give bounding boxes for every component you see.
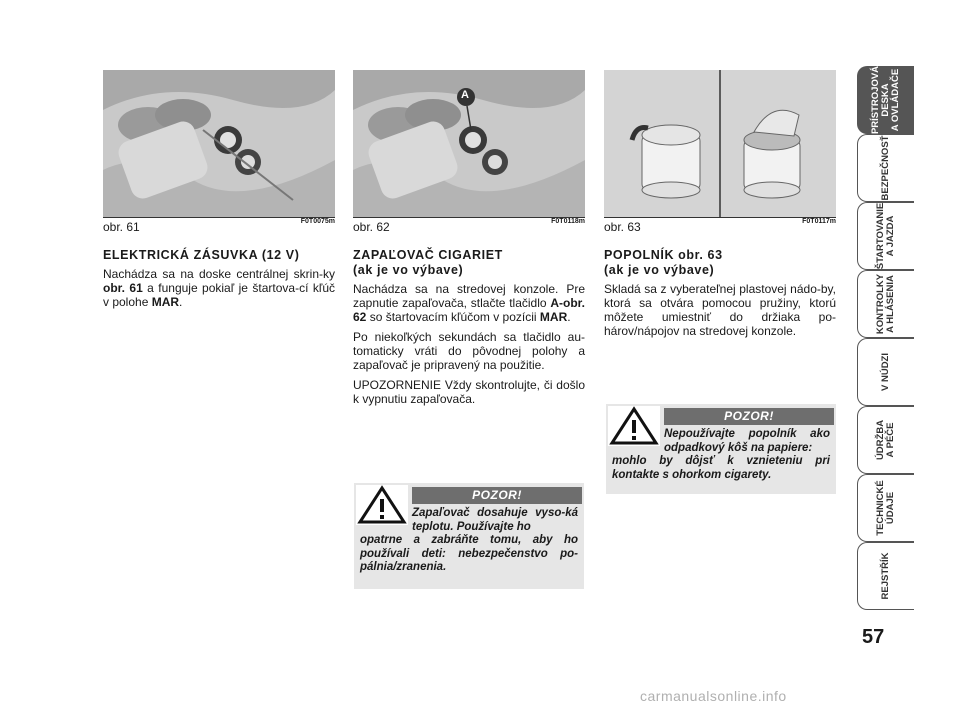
warning-box-lighter	[354, 483, 584, 589]
warning-text: Nepoužívajte popolník ako odpadkový kôš na papiere: mohlo by dôjsť k vznieteniu pri kontakte s ohorkom cigarety.	[612, 428, 830, 481]
figure-label: obr. 62	[353, 220, 390, 234]
watermark: carmanualsonline.info	[640, 688, 787, 704]
figure-61-caption	[103, 217, 335, 236]
paragraph: UPOZORNENIE Vždy skontrolujte, či došlo k vypnutiu zapaľovača.	[353, 378, 585, 406]
figure-label: obr. 61	[103, 220, 140, 234]
tab-maintenance[interactable]: ÚDRŽBA A PÉČE	[857, 406, 914, 474]
section-heading: ELEKTRICKÁ ZÁSUVKA (12 V)	[103, 248, 300, 262]
warning-text: Zapaľovač dosahuje vyso-ká teplotu. Používajte ho opatrne a zabráňte tomu, aby ho používali deti: nebezpečenstvo po-pálnia/zranenia.	[360, 507, 578, 573]
figure-code: F0T0117m	[802, 218, 836, 225]
warning-title: POZOR!	[664, 408, 834, 425]
section-heading: POPOLNÍK obr. 63 (ak je vo výbave)	[604, 248, 723, 277]
lighter-illustration	[353, 70, 585, 217]
tab-technical-data[interactable]: TECHNICKÉ ÚDAJE	[857, 474, 914, 542]
tab-instrument-panel[interactable]: PRÍSTROJOVÁ DESKA A OVLÁDAČE	[857, 66, 914, 134]
figure-61-photo	[103, 70, 335, 217]
warning-triangle-icon	[356, 485, 408, 525]
figure-62-photo	[353, 70, 585, 217]
socket-illustration	[103, 70, 335, 217]
figure-63-caption	[604, 217, 836, 236]
paragraph: Skladá sa z vyberateľnej plastovej nádo-by, ktorá sa otvára pomocou pružiny, ktorú môžete umiestniť do držiaka po-hárov/nápojov na stredovej konzole.	[604, 282, 836, 338]
warning-triangle-icon	[608, 406, 660, 446]
paragraph: Nachádza sa na doske centrálnej skrin-ky obr. 61 a funguje pokiaľ je štartova-cí kľúč v polohe MAR.	[103, 267, 335, 309]
warning-box-ashtray	[606, 404, 836, 494]
tab-starting-driving[interactable]: ŠTARTOVANIE A JAZDA	[857, 202, 914, 270]
column-ashtray	[604, 70, 836, 344]
tab-index[interactable]: REJSTŘÍK	[857, 542, 914, 610]
figure-label: obr. 63	[604, 220, 641, 234]
page-number: 57	[862, 626, 885, 648]
figure-code: F0T0118m	[551, 218, 585, 225]
warning-title: POZOR!	[412, 487, 582, 504]
tab-warning-lights[interactable]: KONTROLKY A HLÁSENIA	[857, 270, 914, 338]
ashtray-illustration	[604, 70, 836, 217]
section-heading: ZAPAĽOVAČ CIGARIET (ak je vo výbave)	[353, 248, 503, 277]
column-electric-socket	[103, 70, 335, 315]
tab-safety[interactable]: BEZPEČNOSŤ	[857, 134, 914, 202]
figure-63-photo	[604, 70, 836, 217]
figure-62-caption	[353, 217, 585, 236]
figure-code: F0T0075m	[300, 218, 335, 225]
paragraph: Nachádza sa na stredovej konzole. Pre zapnutie zapaľovača, stlačte tlačidlo A-obr. 62 so štartovacím kľúčom v pozícii MAR.	[353, 282, 585, 324]
tab-emergency[interactable]: V NÚDZI	[857, 338, 914, 406]
paragraph: Po niekoľkých sekundách sa tlačidlo au-tomaticky vráti do pôvodnej polohy a zapaľovač je pripravený na použitie.	[353, 330, 585, 372]
callout-a-label: A	[461, 89, 469, 101]
column-cigarette-lighter	[353, 70, 585, 412]
